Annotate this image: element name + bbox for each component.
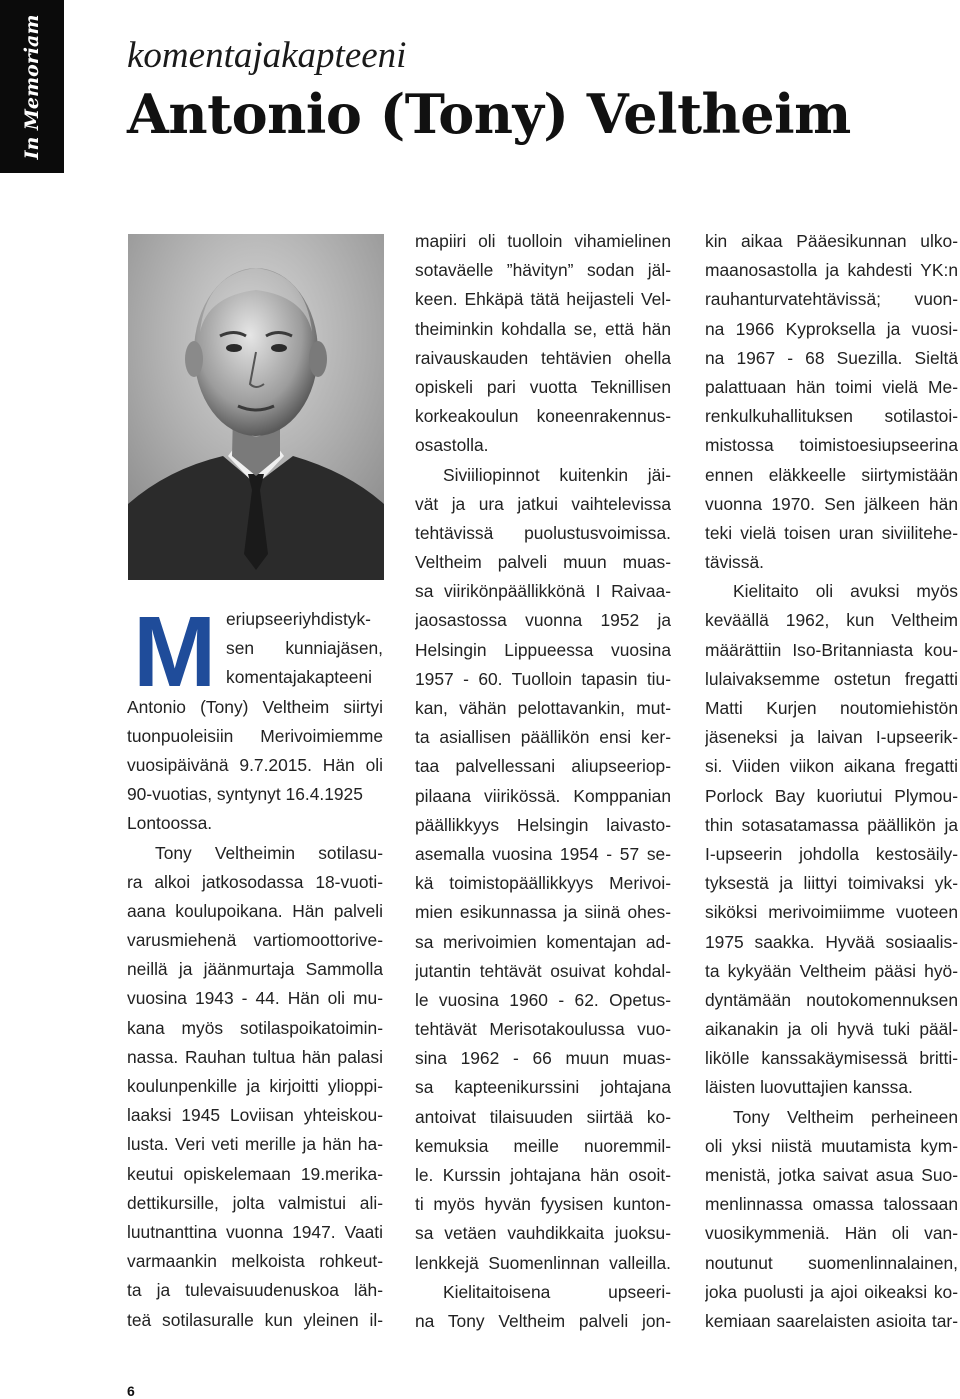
text-line: sa merivoimien komentajan ad- xyxy=(415,931,671,952)
text-line: si. Viiden viikon aikana fregatti xyxy=(705,756,958,777)
drop-cap: M xyxy=(133,596,217,708)
text-line: mien esikunnassa ja siinä ohes- xyxy=(415,902,671,923)
text-line: määrättiin Iso-Britanniasta kou- xyxy=(705,639,958,660)
text-line: Siviiliopinnot kuitenkin jäi- xyxy=(443,464,671,485)
text-line: joka puolusti ja ajoi oikeaksi ko- xyxy=(705,1281,958,1302)
text-line: osastolla. xyxy=(415,435,489,456)
text-line: varusmiehenä vartiomoottorive- xyxy=(127,930,383,951)
text-line: kana myös sotilaspoikatoimin- xyxy=(127,1017,383,1038)
text-line: päällikkyys Helsingin laivasto- xyxy=(415,814,671,835)
text-line: rauhanturvatehtävissä; vuon- xyxy=(705,289,958,310)
text-line: dyntämään noutokomennuksen xyxy=(705,989,958,1010)
section-tab-label: In Memoriam xyxy=(21,14,43,159)
text-line: renkulkuhallituksen sotilastoi- xyxy=(705,406,958,427)
text-line: aikanakin ja oli hyvä tuki pääl- xyxy=(705,1019,958,1040)
text-line: tyksestä ja liittyi toimivaksi yk- xyxy=(705,873,958,894)
text-line: Helsingin Lippueessa vuosina xyxy=(415,639,671,660)
text-line: lulaivaksemme ostetun fregatti xyxy=(705,668,958,689)
text-line: le vuosina 1960 - 62. Opetus- xyxy=(415,989,671,1010)
text-line: asemalla vuosina 1954 - 57 se- xyxy=(415,843,671,864)
text-line: ta asiallisen päällikön ensi ker- xyxy=(415,727,671,748)
text-column-1 xyxy=(127,596,383,1335)
text-line: lenkkejä Suomenlinnan valleilla. xyxy=(415,1252,671,1273)
text-line: taa palvellessani aliupseeriop- xyxy=(415,756,671,777)
text-line: ennen eläkkeelle siirtymistään xyxy=(705,464,958,485)
text-line: I-upseerin johdolla kestosäily- xyxy=(705,843,958,864)
text-line: noutunut suomenlinnalainen, xyxy=(705,1252,958,1273)
text-line: le. Kurssin johtajana hän osoit- xyxy=(415,1165,671,1185)
text-line: menlinnassa omassa talossaan xyxy=(705,1194,958,1215)
text-line: vuosipäivänä 9.7.2015. Hän oli xyxy=(127,754,383,775)
text-line: koulunpenkille ja kirjoitti ylioppi- xyxy=(127,1076,383,1096)
text-line: 1975 saakka. Hyvää sosiaalis- xyxy=(705,931,958,952)
text-line: maanosastolla ja kahdesti YK:n xyxy=(705,260,958,281)
text-line: ta kykyään Veltheim pääsi hyö- xyxy=(705,960,958,981)
text-line: kemiaan saarelaisten asioita tar- xyxy=(705,1310,958,1331)
text-line: läisten luovuttajien kanssa. xyxy=(705,1077,913,1098)
text-line: tehtävät Merisotakoulussa vuo- xyxy=(415,1019,671,1040)
text-line: na Tony Veltheim palveli jon- xyxy=(415,1310,671,1331)
text-line: keen. Ehkäpä tätä heijasteli Vel- xyxy=(415,289,671,310)
text-line: dettikursille, jolta valmistui ali- xyxy=(127,1192,383,1213)
text-line: Antonio (Tony) Veltheim siirtyi xyxy=(127,696,383,717)
text-line: mapiiri oli tuolloin vihamielinen xyxy=(415,231,671,251)
text-line: ta ja tulevaisuudenuskoa läh- xyxy=(127,1280,383,1301)
text-line: Matti Kurjen noutomiehistön xyxy=(705,698,958,718)
section-tab xyxy=(0,0,64,173)
text-line: opiskeli pari vuotta Teknillisen xyxy=(415,376,671,397)
portrait-photo xyxy=(128,234,384,580)
text-line: sa kapteenikurssini johtajana xyxy=(415,1077,671,1098)
article-kicker: komentajakapteeni xyxy=(127,35,407,76)
text-line: vät ja ura jatkui vaihtelevissa xyxy=(415,493,671,514)
text-line: vuosina 1943 - 44. Hän oli mu- xyxy=(127,988,383,1009)
text-line: menistä, jotka saivat asua Suo- xyxy=(705,1165,958,1185)
text-line: Tony Veltheim perheineen xyxy=(733,1106,958,1127)
text-line: jutantin tehtävät osuivat kohdal- xyxy=(415,960,671,981)
text-line: Porlock Bay kuoriutui Plymou- xyxy=(705,785,958,806)
text-line: palattuaan hän toimi vielä Me- xyxy=(705,376,958,397)
text-line: luutnanttina vuonna 1947. Vaati xyxy=(127,1221,383,1242)
text-line: aana koulupoikana. Hän palveli xyxy=(127,900,383,921)
text-line: vuosikymmeniä. Hän oli van- xyxy=(705,1223,958,1244)
text-line: 90-vuotias, syntynyt 16.4.1925 xyxy=(127,784,363,805)
text-column-3 xyxy=(705,227,958,1336)
text-line: Veltheim palveli muun muas- xyxy=(415,552,671,573)
text-line: 1957 - 60. Tuolloin tapasin tiu- xyxy=(415,668,671,689)
text-line: teä sotilasuralle kun yleinen il- xyxy=(127,1309,383,1330)
text-line: jaosastossa vuonna 1952 ja xyxy=(415,610,671,631)
text-line: liköIle kanssakäymisessä britti- xyxy=(705,1048,958,1069)
text-line: raivauskauden tehtävien ohella xyxy=(415,347,671,368)
text-line: pilaana viirikössä. Komppanian xyxy=(415,785,671,806)
text-line: siköksi merivoimiimme vuoteen xyxy=(705,902,958,923)
text-line: Lontoossa. xyxy=(127,813,213,834)
text-line: keutui opiskelemaan 19.merika- xyxy=(127,1163,383,1184)
text-line: tävissä. xyxy=(705,552,764,573)
text-line: thin sotasatamassa päällikön ja xyxy=(705,814,958,835)
text-line: sa vetäen vauhdikkaita juoksu- xyxy=(415,1223,671,1244)
text-line: ti myös hyvän fyysisen kunton- xyxy=(415,1194,671,1215)
text-line: teki vielä toisen uran siviilitehe- xyxy=(705,522,958,543)
text-line: antoivat tilaisuuden siirtää ko- xyxy=(415,1106,671,1127)
text-line: keväällä 1962, kun Veltheim xyxy=(705,610,958,631)
text-line: theiminkin kohdalla se, että hän xyxy=(415,318,671,339)
text-line: varmaankin melkoista rohkeut- xyxy=(127,1251,383,1272)
text-line: na 1967 - 68 Suezilla. Sieltä xyxy=(705,347,958,368)
article-title: Antonio (Tony) Veltheim xyxy=(127,82,851,146)
text-line: Kielitaito oli avuksi myös xyxy=(733,581,958,602)
text-line: sen kunniajäsen, xyxy=(226,638,383,659)
text-line: vuonna 1970. Sen jälkeen hän xyxy=(705,493,958,514)
text-line: na 1966 Kyproksella ja vuosi- xyxy=(705,318,958,339)
text-line: Tony Veltheimin sotilasu- xyxy=(155,842,383,863)
page-number: 6 xyxy=(127,1383,135,1399)
text-line: lusta. Veri veti merille ja hän ha- xyxy=(127,1134,383,1155)
text-line: Kielitaitoisena upseeri- xyxy=(443,1281,671,1302)
text-column-2 xyxy=(415,227,671,1336)
text-line: laaksi 1945 Loviisan yhteiskou- xyxy=(127,1105,383,1126)
text-line: mistossa toimistoesiupseerina xyxy=(705,435,958,456)
text-line: eriupseeriyhdistyk- xyxy=(226,609,371,629)
text-line: komentajakapteeni xyxy=(226,667,372,688)
text-line: ra alkoi jatkosodassa 18-vuoti- xyxy=(127,871,383,892)
text-line: tehtävissä puolustusvoimissa. xyxy=(415,522,671,543)
text-line: sotaväelle ”hävityn” sodan jäl- xyxy=(415,260,671,281)
text-line: sa viirikönpäällikkönä I Raivaa- xyxy=(415,581,671,602)
text-line: oli yksi niistä muutamista kym- xyxy=(705,1135,958,1156)
text-line: nassa. Rauhan tultua hän palasi xyxy=(127,1046,383,1067)
text-line: jäseneksi ja laivan I-upseerik- xyxy=(705,727,958,748)
text-line: kin aikaa Pääesikunnan ulko- xyxy=(705,231,958,251)
text-line: korkeakoulun koneenrakennus- xyxy=(415,406,671,427)
text-line: kä toimistopäällikkyys Merivoi- xyxy=(415,873,671,894)
text-line: neillä ja jäänmurtaja Sammolla xyxy=(127,959,383,980)
text-line: kan, vähän pelottavankin, mut- xyxy=(415,698,671,718)
portrait-illustration xyxy=(128,234,384,580)
text-line: sina 1962 - 66 muun muas- xyxy=(415,1048,671,1069)
text-line: kemuksia meille nuoremmil- xyxy=(415,1135,671,1156)
text-line: tuonpuoleisiin Merivoimiemme xyxy=(127,725,383,746)
